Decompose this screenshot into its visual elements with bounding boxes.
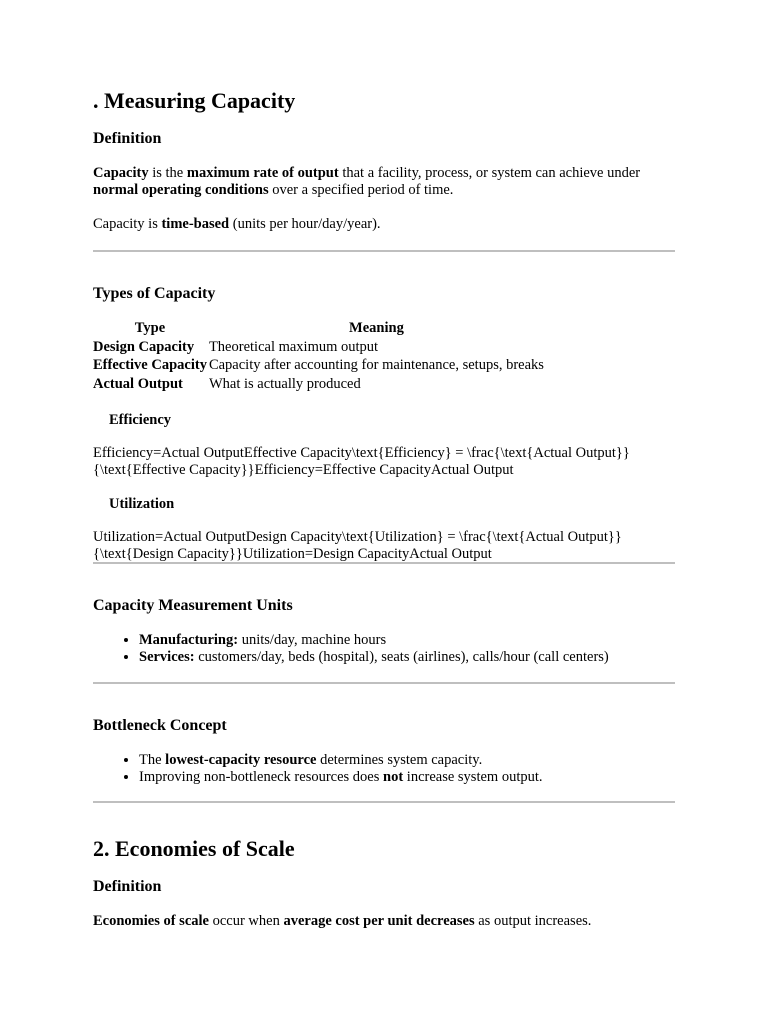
text: that a facility, process, or system can achieve under	[338, 165, 641, 181]
list-item-text: units/day, machine hours	[238, 632, 387, 648]
list-item	[139, 752, 543, 769]
section-title-economies-of-scale: 2. Economies of Scale	[93, 836, 295, 861]
text: as output increases.	[474, 913, 592, 929]
bottleneck-list	[93, 752, 543, 786]
text: (units per hour/day/year).	[229, 216, 381, 232]
text: is the	[148, 165, 187, 181]
efficiency-formula: Efficiency=Actual OutputEffective Capacity\text{Efficiency} = \frac{\text{Actual Output}}{\text{Effective Capacity}}Efficiency=Effective CapacityActual Output	[93, 445, 630, 478]
list-item-label: Services:	[139, 649, 195, 665]
term-time-based: time-based	[161, 216, 230, 232]
types-of-capacity-table	[93, 319, 546, 393]
text: over a specified period of time.	[268, 182, 454, 198]
text: determines system capacity.	[316, 752, 483, 768]
efficiency-heading: Efficiency	[109, 412, 172, 428]
list-item-text: customers/day, beds (hospital), seats (airlines), calls/hour (call centers)	[194, 649, 609, 665]
utilization-formula: Utilization=Actual OutputDesign Capacity\text{Utilization} = \frac{\text{Actual Output}}{\text{Design Capacity}}Utilization=Design CapacityActual Output	[93, 529, 622, 562]
text: Improving non-bottleneck resources does	[139, 769, 384, 785]
bottleneck-concept-heading: Bottleneck Concept	[93, 717, 227, 734]
economies-definition-paragraph	[93, 913, 591, 930]
divider	[93, 250, 675, 252]
meaning-cell: What is actually produced	[208, 375, 361, 392]
definition-heading: Definition	[93, 130, 162, 147]
table-header-row	[93, 319, 546, 338]
text: The	[139, 752, 166, 768]
measurement-units-list	[93, 632, 609, 666]
term-capacity: Capacity	[93, 165, 149, 181]
term-lowest-capacity: lowest-capacity resource	[165, 752, 317, 768]
divider	[93, 801, 675, 803]
meaning-cell: Capacity after accounting for maintenance, setups, breaks	[208, 357, 544, 373]
capacity-time-based-paragraph	[93, 216, 381, 233]
type-cell: Effective Capacity	[93, 357, 207, 373]
table-row	[93, 338, 546, 357]
capacity-measurement-units-heading: Capacity Measurement Units	[93, 597, 293, 614]
list-item	[139, 649, 609, 666]
table-row	[93, 356, 546, 375]
text: increase system output.	[403, 769, 543, 785]
term-not: not	[383, 769, 404, 785]
types-of-capacity-heading: Types of Capacity	[93, 285, 216, 302]
table-row	[93, 375, 546, 394]
term-average-cost: average cost per unit decreases	[283, 913, 475, 929]
column-header-type: Type	[134, 320, 166, 336]
capacity-definition-paragraph	[93, 165, 675, 199]
list-item-label: Manufacturing:	[139, 632, 239, 648]
divider	[93, 682, 675, 684]
section-title-measuring-capacity: . Measuring Capacity	[93, 88, 296, 113]
text: Capacity is	[93, 216, 162, 232]
term-maximum-rate: maximum rate of output	[186, 165, 339, 181]
meaning-cell: Theoretical maximum output	[208, 338, 379, 355]
utilization-heading: Utilization	[109, 496, 175, 512]
text: occur when	[208, 913, 284, 929]
column-header-meaning: Meaning	[349, 320, 404, 336]
list-item	[139, 769, 543, 786]
type-cell: Design Capacity	[93, 338, 195, 355]
term-normal-conditions: normal operating conditions	[93, 182, 269, 198]
type-cell: Actual Output	[93, 375, 183, 392]
definition-heading: Definition	[93, 878, 162, 895]
term-economies-of-scale: Economies of scale	[93, 913, 209, 929]
list-item	[139, 632, 609, 649]
divider	[93, 562, 675, 564]
